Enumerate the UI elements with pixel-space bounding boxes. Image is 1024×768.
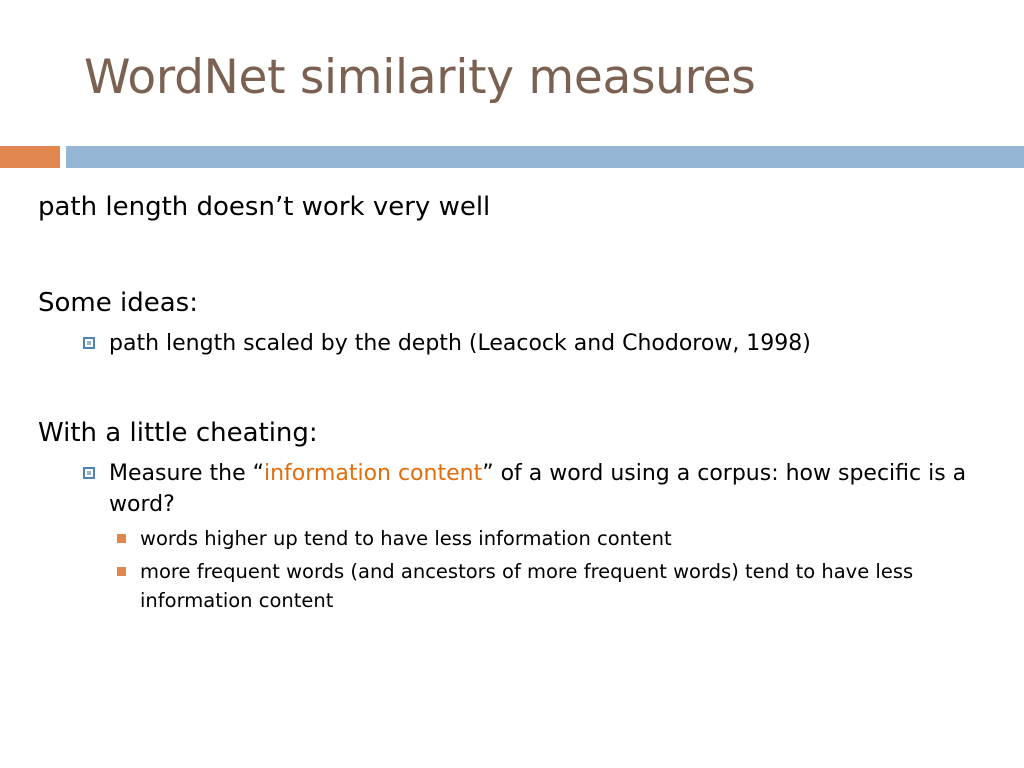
- sub-bullet-leacock: [38, 328, 1008, 359]
- sub-bullet-leacock-text: path length scaled by the depth (Leacock and Chodorow, 1998): [109, 331, 811, 356]
- sub-sub-bullet-higher-up-text: words higher up tend to have less information content: [140, 527, 672, 550]
- sub-sub-bullet-frequent: [38, 557, 1008, 615]
- hollow-square-bullet-icon: [83, 467, 95, 479]
- title-accent-bar-orange: [0, 146, 60, 168]
- sub-sub-bullet-higher-up: [38, 524, 1008, 553]
- spacer: [38, 224, 1008, 286]
- sub-bullet-measure-before: Measure the “: [109, 461, 264, 486]
- hollow-square-bullet-icon: [83, 337, 95, 349]
- information-content-highlight: information content: [264, 461, 483, 486]
- filled-square-bullet-icon: [117, 534, 126, 543]
- bullet-cheating: With a little cheating:: [38, 418, 318, 448]
- slide-title: WordNet similarity measures: [84, 50, 756, 105]
- spacer: [38, 359, 1008, 416]
- filled-square-bullet-icon: [117, 567, 126, 576]
- bullet-some-ideas: Some ideas:: [38, 288, 198, 318]
- sub-sub-bullet-frequent-text: more frequent words (and ancestors of more frequent words) tend to have less information content: [140, 560, 914, 612]
- sub-bullet-measure: [38, 458, 1008, 520]
- bullet-path-length: path length doesn’t work very well: [38, 192, 491, 222]
- title-accent-bar-blue: [66, 146, 1024, 168]
- sub-bullet-measure-after: ” of a word using a corpus: how specific is a word?: [109, 461, 967, 517]
- slide-body: [38, 190, 1008, 615]
